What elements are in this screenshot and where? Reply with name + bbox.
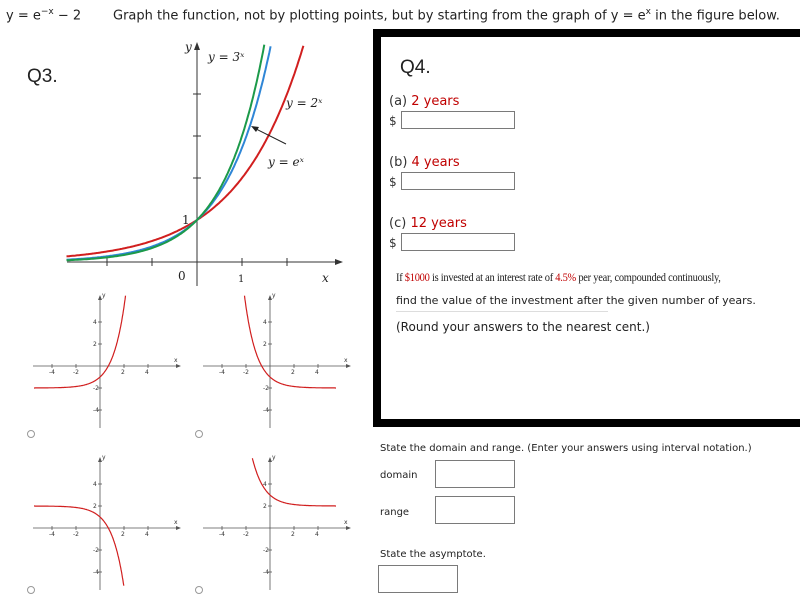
instruction-text [113, 7, 780, 23]
x-tick-label: 4 [315, 531, 319, 538]
divider [396, 311, 608, 312]
y-tick-label: -4 [263, 407, 269, 414]
part-c-label [389, 216, 467, 231]
x-axis-label: x [344, 519, 348, 526]
part-b-letter: (b) [389, 155, 412, 170]
mini-graph-4 [198, 452, 358, 592]
function-prefix: y = e [6, 8, 41, 24]
x-tick-label: -4 [49, 369, 55, 376]
option-radio-3[interactable] [27, 586, 35, 594]
option-radio-4[interactable] [195, 586, 203, 594]
arrow-ex-head [251, 126, 259, 132]
y-axis-label: y [272, 292, 276, 299]
x-tick-label: -2 [243, 369, 249, 376]
part-b-label [389, 155, 460, 170]
x-axis-arrow [346, 526, 351, 530]
y-tick-label: -2 [93, 385, 99, 392]
problem-mid: is invested at an interest rate of [429, 270, 556, 284]
y-tick-label: 2 [263, 341, 267, 348]
graph-curve [34, 506, 124, 586]
x-tick-label: 4 [145, 369, 149, 376]
problem-post: per year, compounded continuously, [575, 270, 721, 284]
instruction-exponent: x [645, 7, 651, 17]
function-exponent: −x [40, 7, 54, 17]
x-axis-arrow [176, 364, 181, 368]
x-axis-label: x [174, 357, 178, 364]
part-a-label [389, 94, 459, 109]
label-ex: y = eˣ [268, 155, 304, 169]
x-tick-label: -4 [219, 531, 225, 538]
domain-input[interactable] [435, 460, 515, 488]
y-axis-label: y [272, 454, 276, 461]
domain-label: domain [380, 470, 418, 481]
arrow-ex [254, 128, 286, 144]
y-axis-label: y [102, 454, 106, 461]
part-c-years: 12 years [410, 216, 467, 231]
function-suffix: − 2 [53, 8, 82, 24]
x-axis-arrow [176, 526, 181, 530]
origin-label: 0 [178, 269, 186, 283]
answer-c-input[interactable] [401, 233, 515, 251]
y-intercept-label: 1 [182, 213, 190, 227]
option-radio-1[interactable] [27, 430, 35, 438]
x-tick-label: 4 [315, 369, 319, 376]
x-tick-label: 4 [145, 531, 149, 538]
range-label: range [380, 507, 410, 518]
asymptote-input[interactable] [378, 565, 458, 593]
x-tick-label: -4 [49, 531, 55, 538]
q4-label: Q4. [400, 57, 431, 78]
y-tick-label: 2 [93, 503, 97, 510]
part-a-letter: (a) [389, 94, 412, 109]
problem-statement [396, 270, 721, 285]
x-tick-label: 2 [121, 369, 125, 376]
y-tick-label: -2 [263, 385, 269, 392]
answer-a-input[interactable] [401, 111, 515, 129]
domain-range-prompt: State the domain and range. (Enter your answers using interval notation.) [380, 443, 752, 454]
x-axis-label: x [322, 271, 329, 285]
main-exponential-graph [60, 38, 360, 288]
y-tick-label: 4 [263, 319, 267, 326]
x-tick-label: -2 [73, 531, 79, 538]
curve-ex [67, 46, 271, 259]
y-tick-label: -2 [263, 547, 269, 554]
q3-label: Q3. [27, 66, 58, 87]
instruction-main: Graph the function, not by plotting points, but by starting from the graph of y = e [113, 8, 646, 24]
option-radio-2[interactable] [195, 430, 203, 438]
range-input[interactable] [435, 496, 515, 524]
mini-graph-1 [28, 290, 188, 430]
x-tick-label: 2 [121, 531, 125, 538]
x-one-label: 1 [238, 274, 245, 285]
part-a-years: 2 years [411, 94, 460, 109]
y-axis-label: y [185, 40, 192, 54]
mini-graph-3 [28, 452, 188, 592]
currency-sign-b: $ [389, 175, 397, 189]
problem-line-2: find the value of the investment after the given number of years. [396, 294, 756, 307]
instruction-suffix: in the figure below. [650, 8, 780, 24]
y-tick-label: -4 [263, 569, 269, 576]
x-tick-label: -2 [243, 531, 249, 538]
part-c-letter: (c) [389, 216, 411, 231]
answer-b-input[interactable] [401, 172, 515, 190]
y-tick-label: 2 [263, 503, 267, 510]
y-tick-label: 4 [93, 319, 97, 326]
y-axis-label: y [102, 292, 106, 299]
x-axis-arrow [346, 364, 351, 368]
currency-sign-a: $ [389, 114, 397, 128]
y-tick-label: 4 [93, 481, 97, 488]
asymptote-prompt: State the asymptote. [380, 549, 486, 560]
y-axis-arrow [194, 42, 200, 50]
part-b-years: 4 years [411, 155, 460, 170]
mini-graph-2 [198, 290, 358, 430]
x-tick-label: -2 [73, 369, 79, 376]
y-tick-label: -4 [93, 569, 99, 576]
label-2x: y = 2ˣ [286, 96, 323, 110]
x-axis-label: x [344, 357, 348, 364]
x-tick-label: -4 [219, 369, 225, 376]
y-tick-label: -4 [93, 407, 99, 414]
function-text [6, 7, 81, 23]
problem-pre: If [396, 270, 405, 284]
graph-curve [34, 296, 126, 388]
round-note: (Round your answers to the nearest cent.) [396, 320, 650, 334]
currency-sign-c: $ [389, 236, 397, 250]
x-axis-label: x [174, 519, 178, 526]
x-tick-label: 2 [291, 369, 295, 376]
y-tick-label: 2 [93, 341, 97, 348]
y-tick-label: -2 [93, 547, 99, 554]
curve-3x [67, 45, 265, 261]
principal-amount: $1000 [404, 270, 430, 284]
y-tick-label: 4 [263, 481, 267, 488]
interest-rate: 4.5% [555, 270, 576, 284]
x-axis-arrow [335, 259, 343, 265]
label-3x: y = 3ˣ [208, 50, 245, 64]
x-tick-label: 2 [291, 531, 295, 538]
